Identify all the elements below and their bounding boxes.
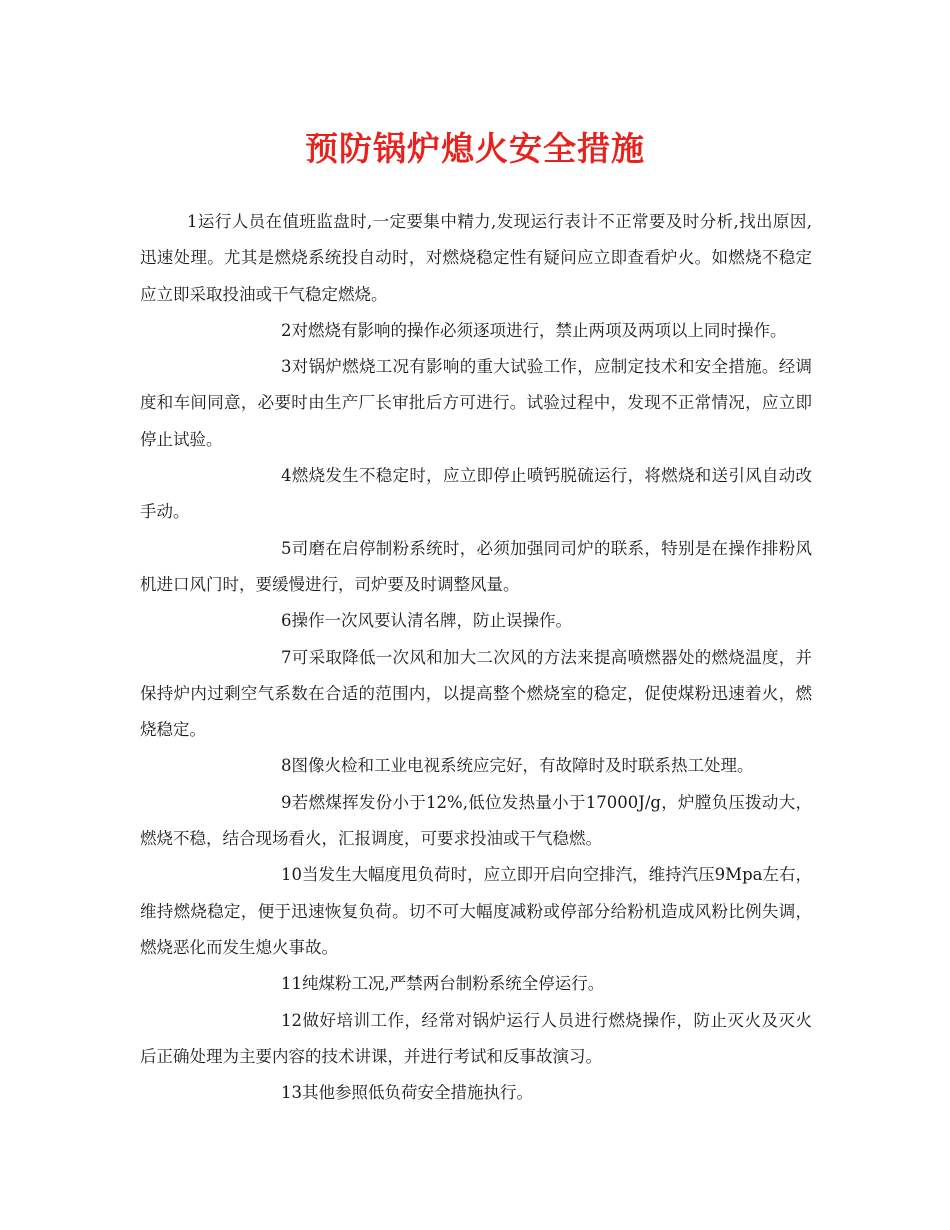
paragraph-7: 7可采取降低一次风和加大二次风的方法来提高喷燃器处的燃烧温度，并保持炉内过剩空气系数在合适的范围内，以提高整个燃烧室的稳定，促使煤粉迅速着火，燃烧稳定。 [140, 647, 812, 740]
paragraph-2: 2对燃烧有影响的操作必须逐项进行，禁止两项及两项以上同时操作。 [281, 320, 787, 340]
paragraph-12: 12做好培训工作，经常对锅炉运行人员进行燃烧操作，防止灭火及灭火后正确处理为主要内容的技术讲课，并进行考试和反事故演习。 [140, 1010, 812, 1066]
paragraph-8: 8图像火检和工业电视系统应完好，有故障时及时联系热工处理。 [281, 756, 754, 776]
paragraph-3: 3对锅炉燃烧工况有影响的重大试验工作，应制定技术和安全措施。经调度和车间同意，必要时由生产厂长审批后方可进行。试验过程中，发现不正常情况，应立即停止试验。 [140, 357, 812, 449]
paragraph-9: 9若燃煤挥发份小于12%,低位发热量小于17000J/g，炉膛负压拨动大，燃烧不稳，结合现场看火，汇报调度，可要求投油或干气稳燃。 [140, 792, 812, 849]
paragraph-13: 13其他参照低负荷安全措施执行。 [281, 1083, 533, 1103]
paragraph-5: 5司磨在启停制粉系统时，必须加强同司炉的联系，特别是在操作排粉风机进口风门时，要缓慢进行，司炉要及时调整风量。 [140, 538, 812, 594]
document-title: 预防锅炉熄火安全措施 [305, 129, 645, 168]
paragraph-1: 1运行人员在值班监盘时,一定要集中精力,发现运行表计不正常要及时分析,找出原因,迅速处理。尤其是燃烧系统投自动时，对燃烧稳定性有疑问应立即查看炉火。如燃烧不稳定应立即采取投油或干气稳定燃烧。 [140, 212, 812, 304]
document-body [140, 204, 812, 1111]
paragraph-10: 10当发生大幅度甩负荷时，应立即开启向空排汽，维持汽压9Mpa左右，维持燃烧稳定，便于迅速恢复负荷。切不可大幅度减粉或停部分给粉机造成风粉比例失调，燃烧恶化而发生熄火事故。 [140, 865, 812, 957]
paragraph-4: 4燃烧发生不稳定时，应立即停止喷钙脱硫运行，将燃烧和送引风自动改手动。 [140, 466, 812, 522]
paragraph-6: 6操作一次风要认清名牌，防止误操作。 [281, 611, 572, 631]
paragraph-11: 11纯煤粉工况,严禁两台制粉系统全停运行。 [281, 974, 605, 994]
